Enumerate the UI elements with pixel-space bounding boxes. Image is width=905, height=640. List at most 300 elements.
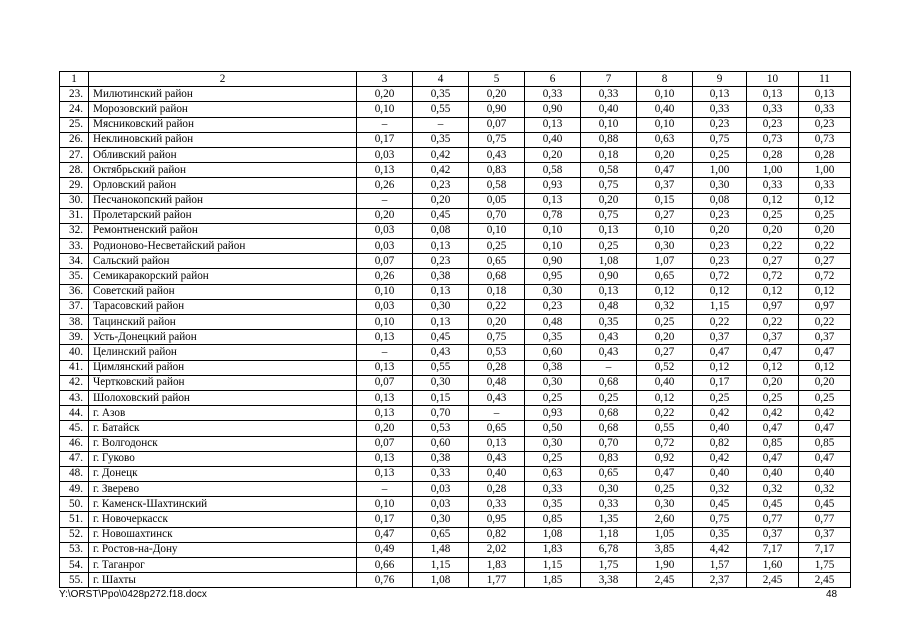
value-cell: 0,13 xyxy=(357,406,413,421)
value-cell: 0,90 xyxy=(469,102,525,117)
value-cell: 1,08 xyxy=(413,573,469,588)
value-cell: 0,25 xyxy=(637,482,693,497)
row-number-cell: 23. xyxy=(60,87,89,102)
value-cell: 3,85 xyxy=(637,542,693,557)
value-cell: 2,45 xyxy=(747,573,799,588)
row-number-cell: 28. xyxy=(60,163,89,178)
value-cell: 0,30 xyxy=(525,284,581,299)
value-cell: 0,43 xyxy=(469,147,525,162)
value-cell: 0,05 xyxy=(469,193,525,208)
value-cell: 0,25 xyxy=(693,390,747,405)
value-cell: 0,47 xyxy=(799,421,851,436)
value-cell: 0,03 xyxy=(357,223,413,238)
value-cell: 0,20 xyxy=(747,223,799,238)
row-number-cell: 35. xyxy=(60,269,89,284)
value-cell: 1,08 xyxy=(525,527,581,542)
row-number-cell: 29. xyxy=(60,178,89,193)
table-row xyxy=(60,239,851,254)
value-cell: 0,47 xyxy=(747,451,799,466)
table-row xyxy=(60,573,851,588)
value-cell: 0,47 xyxy=(799,451,851,466)
table-row xyxy=(60,436,851,451)
footer-file-path: Y:\ORST\Ppo\0428p272.f18.docx xyxy=(59,589,207,600)
value-cell: 0,35 xyxy=(413,132,469,147)
value-cell: 0,45 xyxy=(413,330,469,345)
value-cell: 0,45 xyxy=(747,497,799,512)
value-cell: 0,37 xyxy=(637,178,693,193)
row-number-cell: 38. xyxy=(60,315,89,330)
value-cell: 0,97 xyxy=(799,299,851,314)
value-cell: 0,40 xyxy=(581,102,637,117)
row-number-cell: 49. xyxy=(60,482,89,497)
value-cell: 0,77 xyxy=(799,512,851,527)
row-number-cell: 46. xyxy=(60,436,89,451)
value-cell: 0,65 xyxy=(413,527,469,542)
value-cell: 0,93 xyxy=(525,406,581,421)
value-cell: 1,15 xyxy=(525,558,581,573)
value-cell: 0,17 xyxy=(357,132,413,147)
value-cell: 0,13 xyxy=(413,284,469,299)
value-cell: 0,82 xyxy=(693,436,747,451)
value-cell: 0,30 xyxy=(693,178,747,193)
value-cell: 0,17 xyxy=(357,512,413,527)
value-cell: 0,23 xyxy=(525,299,581,314)
value-cell: 0,30 xyxy=(413,375,469,390)
value-cell: 0,18 xyxy=(469,284,525,299)
value-cell: 0,10 xyxy=(357,102,413,117)
value-cell: 0,75 xyxy=(469,132,525,147)
row-number-cell: 55. xyxy=(60,573,89,588)
row-number-cell: 52. xyxy=(60,527,89,542)
value-cell: 0,12 xyxy=(799,193,851,208)
value-cell: 0,10 xyxy=(357,497,413,512)
value-cell: 0,27 xyxy=(747,254,799,269)
value-cell: 0,23 xyxy=(799,117,851,132)
value-cell: 0,75 xyxy=(693,512,747,527)
value-cell: 0,25 xyxy=(747,208,799,223)
value-cell: 0,33 xyxy=(581,497,637,512)
value-cell: 0,42 xyxy=(693,451,747,466)
table-body xyxy=(60,87,851,588)
value-cell: 0,20 xyxy=(581,193,637,208)
value-cell: 0,33 xyxy=(747,178,799,193)
value-cell: 0,90 xyxy=(525,102,581,117)
value-cell: 0,08 xyxy=(693,193,747,208)
value-cell: 0,35 xyxy=(413,87,469,102)
row-number-cell: 26. xyxy=(60,132,89,147)
value-cell: 0,88 xyxy=(581,132,637,147)
value-cell: 0,13 xyxy=(581,223,637,238)
value-cell: 0,90 xyxy=(525,254,581,269)
value-cell: 0,20 xyxy=(469,87,525,102)
value-cell: 0,20 xyxy=(747,375,799,390)
column-header-9: 9 xyxy=(693,72,747,87)
table-row xyxy=(60,147,851,162)
district-name-cell: Шолоховский район xyxy=(89,390,357,405)
value-cell: 0,49 xyxy=(357,542,413,557)
value-cell: 0,13 xyxy=(581,284,637,299)
table-row xyxy=(60,345,851,360)
value-cell: 0,55 xyxy=(413,360,469,375)
district-name-cell: г. Каменск-Шахтинский xyxy=(89,497,357,512)
table-row xyxy=(60,558,851,573)
value-cell: 0,40 xyxy=(525,132,581,147)
row-number-cell: 42. xyxy=(60,375,89,390)
district-name-cell: Ремонтненский район xyxy=(89,223,357,238)
value-cell: 0,12 xyxy=(747,193,799,208)
value-cell: 0,76 xyxy=(357,573,413,588)
row-number-cell: 39. xyxy=(60,330,89,345)
row-number-cell: 24. xyxy=(60,102,89,117)
value-cell: 0,72 xyxy=(747,269,799,284)
value-cell: 2,02 xyxy=(469,542,525,557)
value-cell: 0,40 xyxy=(693,466,747,481)
value-cell: 1,15 xyxy=(693,299,747,314)
value-cell: 0,13 xyxy=(357,390,413,405)
table-row xyxy=(60,178,851,193)
value-cell: 0,07 xyxy=(357,375,413,390)
value-cell: 0,30 xyxy=(525,436,581,451)
table-header-row xyxy=(60,72,851,87)
value-cell: 0,13 xyxy=(413,239,469,254)
value-cell: 0,53 xyxy=(469,345,525,360)
value-cell: 0,33 xyxy=(469,497,525,512)
district-name-cell: г. Батайск xyxy=(89,421,357,436)
row-number-cell: 31. xyxy=(60,208,89,223)
value-cell: 0,68 xyxy=(469,269,525,284)
value-cell: 0,12 xyxy=(747,284,799,299)
value-cell: 1,75 xyxy=(581,558,637,573)
value-cell: 0,26 xyxy=(357,178,413,193)
value-cell: 0,10 xyxy=(357,315,413,330)
value-cell: 1,08 xyxy=(581,254,637,269)
value-cell: 0,25 xyxy=(525,390,581,405)
value-cell: 0,85 xyxy=(747,436,799,451)
value-cell: 0,63 xyxy=(525,466,581,481)
value-cell: 0,20 xyxy=(637,330,693,345)
value-cell: – xyxy=(357,482,413,497)
value-cell: 0,65 xyxy=(637,269,693,284)
row-number-cell: 47. xyxy=(60,451,89,466)
value-cell: 0,43 xyxy=(413,345,469,360)
column-header-3: 3 xyxy=(357,72,413,87)
value-cell: 0,25 xyxy=(469,239,525,254)
value-cell: 0,27 xyxy=(637,345,693,360)
value-cell: 0,18 xyxy=(581,147,637,162)
district-name-cell: Неклиновский район xyxy=(89,132,357,147)
district-name-cell: г. Азов xyxy=(89,406,357,421)
value-cell: 0,85 xyxy=(525,512,581,527)
value-cell: 0,33 xyxy=(525,482,581,497)
value-cell: 0,13 xyxy=(357,330,413,345)
value-cell: 0,03 xyxy=(357,299,413,314)
value-cell: 0,20 xyxy=(799,375,851,390)
value-cell: 0,20 xyxy=(799,223,851,238)
value-cell: – xyxy=(581,360,637,375)
value-cell: 0,33 xyxy=(799,178,851,193)
value-cell: 1,83 xyxy=(525,542,581,557)
value-cell: 0,15 xyxy=(413,390,469,405)
value-cell: 0,95 xyxy=(469,512,525,527)
table-row xyxy=(60,208,851,223)
row-number-cell: 44. xyxy=(60,406,89,421)
value-cell: 2,60 xyxy=(637,512,693,527)
row-number-cell: 40. xyxy=(60,345,89,360)
district-name-cell: Родионово-Несветайский район xyxy=(89,239,357,254)
value-cell: 0,47 xyxy=(747,345,799,360)
row-number-cell: 51. xyxy=(60,512,89,527)
value-cell: 0,83 xyxy=(581,451,637,466)
value-cell: – xyxy=(357,193,413,208)
value-cell: 0,12 xyxy=(637,390,693,405)
value-cell: 0,43 xyxy=(581,330,637,345)
value-cell: 1,07 xyxy=(637,254,693,269)
value-cell: 0,32 xyxy=(637,299,693,314)
row-number-cell: 33. xyxy=(60,239,89,254)
column-header-4: 4 xyxy=(413,72,469,87)
value-cell: 0,30 xyxy=(413,512,469,527)
value-cell: 0,97 xyxy=(747,299,799,314)
value-cell: 0,35 xyxy=(581,315,637,330)
value-cell: 0,53 xyxy=(413,421,469,436)
value-cell: 1,57 xyxy=(693,558,747,573)
value-cell: 0,37 xyxy=(799,330,851,345)
column-header-1: 1 xyxy=(60,72,89,87)
value-cell: 1,05 xyxy=(637,527,693,542)
value-cell: 1,60 xyxy=(747,558,799,573)
row-number-cell: 36. xyxy=(60,284,89,299)
value-cell: 0,23 xyxy=(693,254,747,269)
table-row xyxy=(60,421,851,436)
value-cell: 0,85 xyxy=(799,436,851,451)
table-row xyxy=(60,390,851,405)
table-row xyxy=(60,360,851,375)
table-row xyxy=(60,497,851,512)
value-cell: 0,40 xyxy=(469,466,525,481)
row-number-cell: 37. xyxy=(60,299,89,314)
page-number: 48 xyxy=(826,589,838,600)
value-cell: 0,13 xyxy=(747,87,799,102)
value-cell: 0,65 xyxy=(469,421,525,436)
value-cell: 0,03 xyxy=(413,497,469,512)
value-cell: 0,72 xyxy=(799,269,851,284)
table-row xyxy=(60,466,851,481)
value-cell: 0,25 xyxy=(747,390,799,405)
column-header-6: 6 xyxy=(525,72,581,87)
value-cell: 0,28 xyxy=(747,147,799,162)
table-row xyxy=(60,512,851,527)
value-cell: 0,25 xyxy=(693,147,747,162)
value-cell: 7,17 xyxy=(747,542,799,557)
district-name-cell: Обливский район xyxy=(89,147,357,162)
district-name-cell: г. Таганрог xyxy=(89,558,357,573)
value-cell: 0,12 xyxy=(637,284,693,299)
district-name-cell: г. Новошахтинск xyxy=(89,527,357,542)
value-cell: 0,45 xyxy=(799,497,851,512)
value-cell: 0,22 xyxy=(799,239,851,254)
district-name-cell: Милютинский район xyxy=(89,87,357,102)
value-cell: 0,23 xyxy=(693,117,747,132)
value-cell: 1,77 xyxy=(469,573,525,588)
value-cell: 1,35 xyxy=(581,512,637,527)
value-cell: 0,68 xyxy=(581,421,637,436)
value-cell: 0,78 xyxy=(525,208,581,223)
value-cell: – xyxy=(357,117,413,132)
value-cell: 0,68 xyxy=(581,406,637,421)
value-cell: 0,95 xyxy=(525,269,581,284)
value-cell: 0,10 xyxy=(469,223,525,238)
row-number-cell: 54. xyxy=(60,558,89,573)
row-number-cell: 53. xyxy=(60,542,89,557)
row-number-cell: 48. xyxy=(60,466,89,481)
value-cell: 0,10 xyxy=(637,87,693,102)
value-cell: 0,60 xyxy=(413,436,469,451)
value-cell: 0,25 xyxy=(581,239,637,254)
value-cell: 0,30 xyxy=(581,482,637,497)
table-row xyxy=(60,451,851,466)
value-cell: 0,40 xyxy=(799,466,851,481)
value-cell: 0,13 xyxy=(693,87,747,102)
value-cell: 1,00 xyxy=(747,163,799,178)
value-cell: 0,42 xyxy=(413,147,469,162)
table-row xyxy=(60,132,851,147)
value-cell: – xyxy=(357,345,413,360)
table-row xyxy=(60,193,851,208)
value-cell: 7,17 xyxy=(799,542,851,557)
value-cell: 0,30 xyxy=(637,239,693,254)
district-name-cell: Цимлянский район xyxy=(89,360,357,375)
value-cell: 0,32 xyxy=(747,482,799,497)
value-cell: 0,13 xyxy=(525,193,581,208)
value-cell: 0,13 xyxy=(469,436,525,451)
value-cell: 0,25 xyxy=(581,390,637,405)
value-cell: 0,07 xyxy=(357,436,413,451)
value-cell: 2,45 xyxy=(799,573,851,588)
column-header-5: 5 xyxy=(469,72,525,87)
table-row xyxy=(60,299,851,314)
value-cell: 0,12 xyxy=(693,360,747,375)
district-name-cell: Морозовский район xyxy=(89,102,357,117)
value-cell: 0,30 xyxy=(413,299,469,314)
value-cell: 0,23 xyxy=(693,239,747,254)
value-cell: 1,48 xyxy=(413,542,469,557)
column-header-10: 10 xyxy=(747,72,799,87)
value-cell: 0,45 xyxy=(413,208,469,223)
value-cell: 4,42 xyxy=(693,542,747,557)
table-row xyxy=(60,482,851,497)
value-cell: 0,70 xyxy=(469,208,525,223)
value-cell: 0,70 xyxy=(581,436,637,451)
value-cell: – xyxy=(469,406,525,421)
value-cell: 0,33 xyxy=(581,87,637,102)
value-cell: 0,92 xyxy=(637,451,693,466)
value-cell: 1,90 xyxy=(637,558,693,573)
table-row xyxy=(60,527,851,542)
table-row xyxy=(60,375,851,390)
row-number-cell: 50. xyxy=(60,497,89,512)
column-header-8: 8 xyxy=(637,72,693,87)
district-name-cell: г. Шахты xyxy=(89,573,357,588)
district-name-cell: Орловский район xyxy=(89,178,357,193)
row-number-cell: 45. xyxy=(60,421,89,436)
value-cell: 0,47 xyxy=(693,345,747,360)
table-row xyxy=(60,117,851,132)
value-cell: 0,12 xyxy=(693,284,747,299)
value-cell: 0,07 xyxy=(357,254,413,269)
value-cell: 1,18 xyxy=(581,527,637,542)
value-cell: 0,40 xyxy=(637,375,693,390)
value-cell: 2,45 xyxy=(637,573,693,588)
value-cell: 0,48 xyxy=(469,375,525,390)
value-cell: 0,66 xyxy=(357,558,413,573)
value-cell: 0,12 xyxy=(799,284,851,299)
value-cell: 0,52 xyxy=(637,360,693,375)
value-cell: 0,03 xyxy=(413,482,469,497)
value-cell: 1,83 xyxy=(469,558,525,573)
value-cell: 0,42 xyxy=(799,406,851,421)
value-cell: 0,10 xyxy=(525,223,581,238)
value-cell: 0,33 xyxy=(693,102,747,117)
district-name-cell: Мясниковский район xyxy=(89,117,357,132)
value-cell: 0,70 xyxy=(413,406,469,421)
value-cell: 0,08 xyxy=(413,223,469,238)
value-cell: 0,32 xyxy=(693,482,747,497)
district-name-cell: Пролетарский район xyxy=(89,208,357,223)
value-cell: 0,55 xyxy=(413,102,469,117)
value-cell: 0,23 xyxy=(693,208,747,223)
value-cell: 0,42 xyxy=(693,406,747,421)
value-cell: 1,15 xyxy=(413,558,469,573)
value-cell: – xyxy=(413,117,469,132)
value-cell: 0,58 xyxy=(469,178,525,193)
district-name-cell: г. Гуково xyxy=(89,451,357,466)
value-cell: 0,26 xyxy=(357,269,413,284)
value-cell: 0,33 xyxy=(525,87,581,102)
value-cell: 0,93 xyxy=(525,178,581,193)
value-cell: 0,23 xyxy=(413,178,469,193)
value-cell: 0,90 xyxy=(581,269,637,284)
value-cell: 0,25 xyxy=(525,451,581,466)
value-cell: 0,47 xyxy=(357,527,413,542)
value-cell: 0,22 xyxy=(693,315,747,330)
value-cell: 0,13 xyxy=(357,466,413,481)
value-cell: 0,38 xyxy=(413,269,469,284)
value-cell: 0,38 xyxy=(413,451,469,466)
value-cell: 1,75 xyxy=(799,558,851,573)
value-cell: 1,00 xyxy=(799,163,851,178)
value-cell: 0,43 xyxy=(469,451,525,466)
value-cell: 1,85 xyxy=(525,573,581,588)
value-cell: 0,20 xyxy=(357,87,413,102)
value-cell: 0,58 xyxy=(525,163,581,178)
value-cell: 0,10 xyxy=(637,117,693,132)
value-cell: 0,28 xyxy=(469,360,525,375)
value-cell: 0,77 xyxy=(747,512,799,527)
row-number-cell: 30. xyxy=(60,193,89,208)
column-header-7: 7 xyxy=(581,72,637,87)
value-cell: 0,40 xyxy=(693,421,747,436)
value-cell: 0,10 xyxy=(637,223,693,238)
value-cell: 0,20 xyxy=(637,147,693,162)
value-cell: 0,10 xyxy=(357,284,413,299)
district-name-cell: Сальский район xyxy=(89,254,357,269)
value-cell: 0,35 xyxy=(525,330,581,345)
table-row xyxy=(60,102,851,117)
district-name-cell: Советский район xyxy=(89,284,357,299)
value-cell: 0,37 xyxy=(693,330,747,345)
value-cell: 0,33 xyxy=(413,466,469,481)
value-cell: 0,72 xyxy=(693,269,747,284)
